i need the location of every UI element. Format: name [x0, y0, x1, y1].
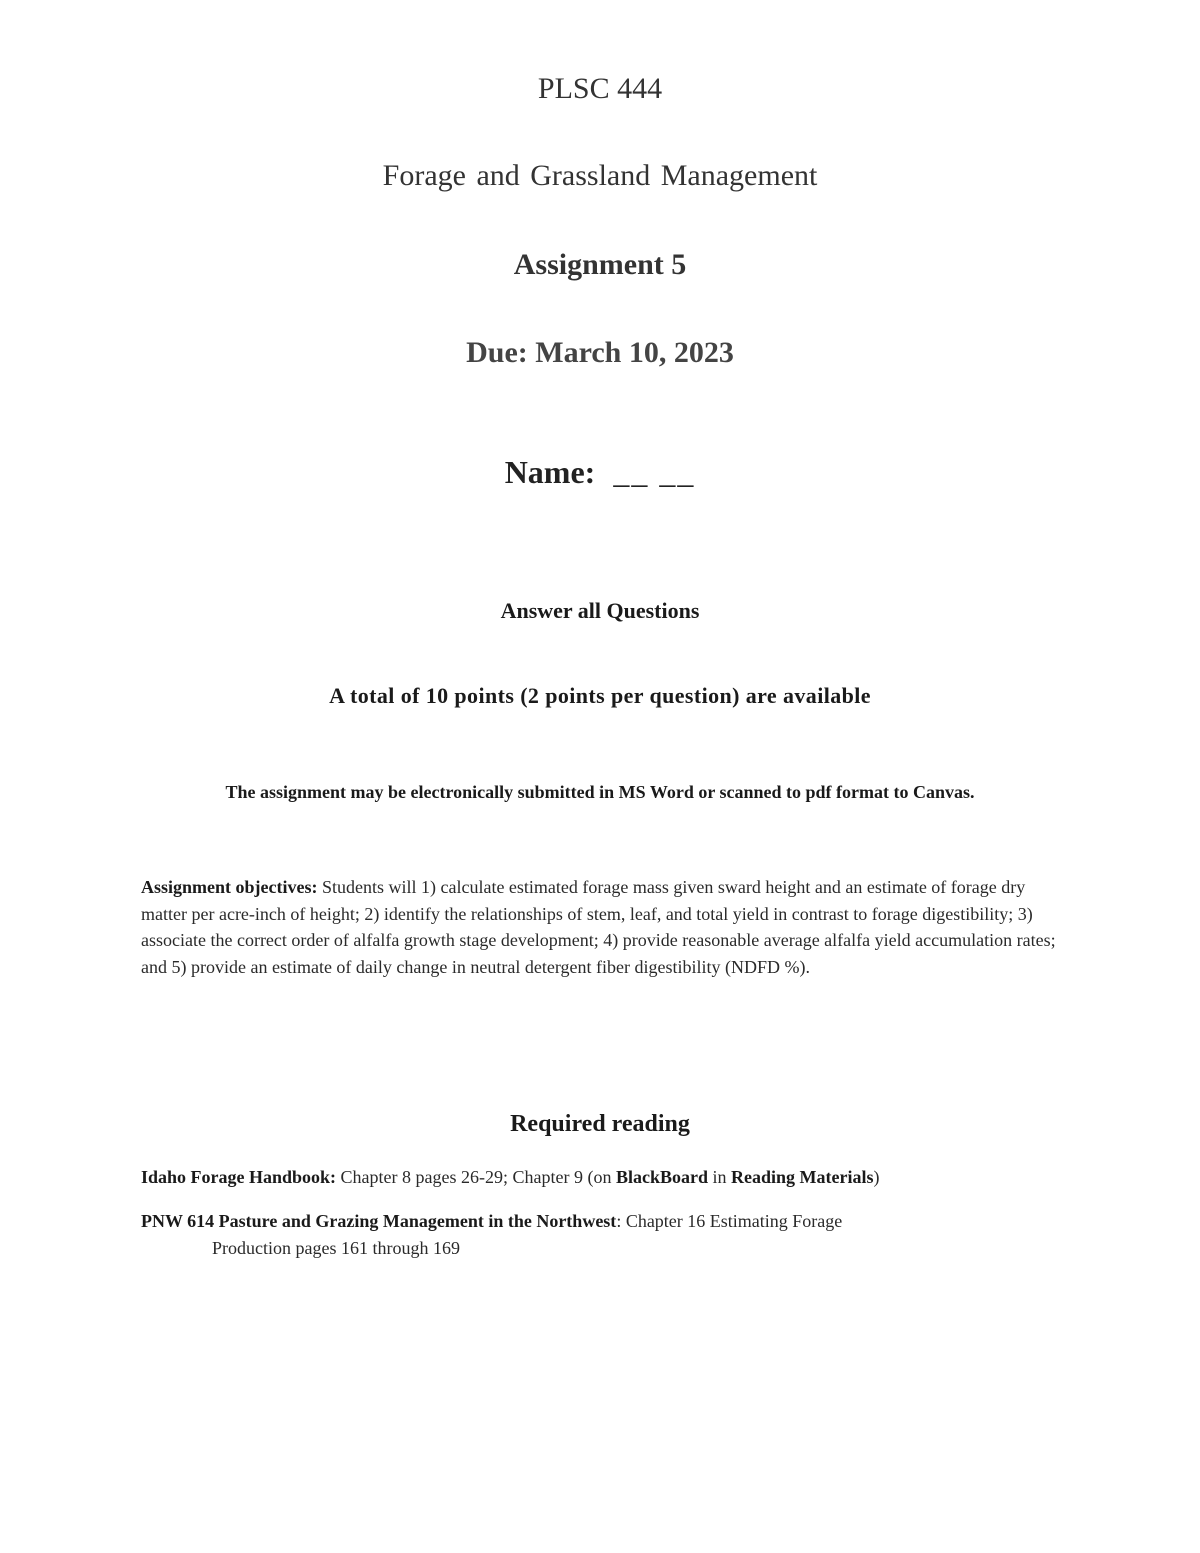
reading-source-idaho: Idaho Forage Handbook:: [141, 1167, 337, 1187]
course-code: PLSC 444: [537, 72, 663, 105]
reading-text: ): [873, 1167, 880, 1187]
reading-text: in: [708, 1167, 732, 1187]
submission-note: The assignment may be electronically submitted in MS Word or scanned to pdf format to Canvas.: [225, 782, 975, 802]
reading-text: : Chapter 16 Estimating Forage: [616, 1211, 843, 1231]
points-heading: A total of 10 points (2 points per question) are available: [329, 683, 871, 708]
objectives-label: Assignment objectives:: [141, 877, 318, 897]
required-reading-heading: Required reading: [510, 1111, 690, 1137]
reading-item-pnw: [141, 1208, 1071, 1262]
name-blank: __ __: [613, 454, 696, 490]
reading-source-pnw: PNW 614 Pasture and Grazing Management in the Northwest: [141, 1211, 617, 1231]
course-title: Forage and Grassland Management: [382, 159, 818, 192]
due-date: Due: March 10, 2023: [466, 336, 734, 369]
reading-text: Chapter 8 pages 26-29; Chapter 9 (on: [336, 1167, 616, 1187]
assignment-title: Assignment 5: [513, 248, 687, 281]
reading-folder: Reading Materials: [731, 1167, 874, 1187]
name-label: Name:: [504, 454, 596, 490]
objectives-text: Students will 1) calculate estimated forage mass given sward height and an estimate of forage dry matter per acre-inch of height; 2) identify the relationships of stem, leaf, and total yield in contrast to forage digestibility; 3) associate the correct order of alfalfa growth stage development; 4) provide reasonable average alfalfa yield accumulation rates; and 5) provide an estimate of daily change in neutral detergent fiber digestibility (NDFD %).: [141, 877, 1056, 977]
reading-item-idaho: [141, 1164, 1071, 1191]
answer-all-heading: Answer all Questions: [500, 598, 700, 623]
objectives-paragraph: [141, 874, 1071, 980]
reading-location: BlackBoard: [615, 1167, 708, 1187]
reading-continuation: Production pages 161 through 169: [212, 1238, 460, 1258]
name-line: [0, 454, 1200, 491]
